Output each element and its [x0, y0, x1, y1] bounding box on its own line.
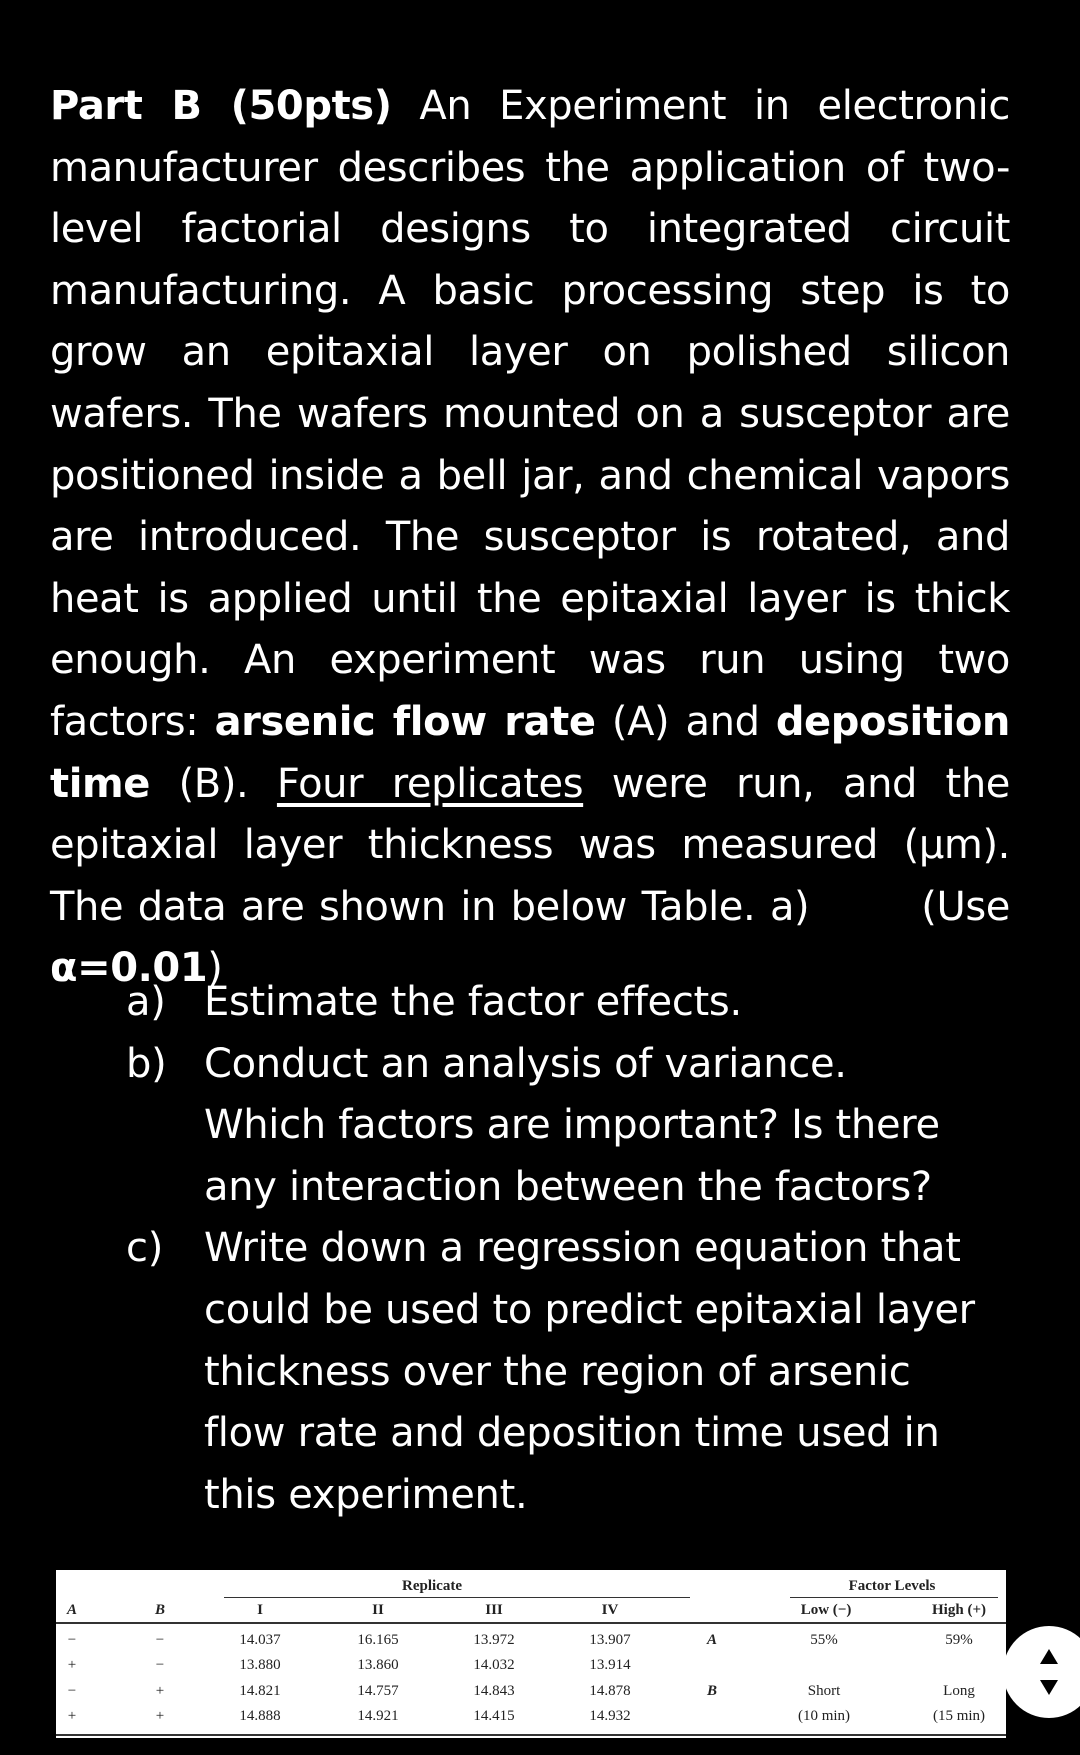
cell-value: 14.415	[473, 1708, 515, 1724]
page-nav-control[interactable]	[1003, 1626, 1080, 1718]
question-text: Estimate the factor effects.	[204, 979, 742, 1025]
sign-a: −	[67, 1683, 77, 1699]
question-label: c)	[126, 1225, 163, 1272]
paragraph-text-2: (A) and	[595, 698, 776, 745]
col-header-a: A	[66, 1602, 78, 1618]
factor-a-name: arsenic flow rate	[214, 698, 596, 745]
sign-b: +	[155, 1683, 165, 1699]
cell-value: 14.878	[589, 1683, 631, 1699]
cell-value: 14.843	[473, 1683, 515, 1699]
col-header-rep: IV	[601, 1602, 619, 1618]
factor-levels-header: Factor Levels	[848, 1578, 936, 1594]
bottom-rule	[56, 1734, 1006, 1736]
cell-value: 14.921	[357, 1708, 399, 1724]
low-header: Low (−)	[800, 1602, 852, 1618]
level-a-low: 55%	[810, 1632, 838, 1648]
col-header-rep: III	[485, 1602, 503, 1618]
col-header-b: B	[154, 1602, 166, 1618]
cell-value: 14.757	[357, 1683, 399, 1699]
cell-value: 14.037	[239, 1632, 281, 1648]
sign-a: +	[67, 1708, 77, 1724]
question-text: Conduct an analysis of variance. Which factors are important? Is there any interaction between the factors?	[204, 1040, 940, 1210]
cell-value: 13.914	[589, 1657, 631, 1673]
replicate-header: Replicate	[402, 1578, 462, 1594]
paragraph-text-3: (B).	[150, 760, 277, 807]
cell-value: 14.888	[239, 1708, 281, 1724]
level-b-low-sub: (10 min)	[797, 1708, 851, 1724]
question-label: b)	[126, 1040, 167, 1087]
question-list	[126, 972, 1006, 1526]
paragraph-text-4: were run, and the epitaxial layer thickness was measured (µm). The data are shown in below Table. a)	[50, 760, 1011, 930]
triangle-down-icon[interactable]	[1040, 1680, 1058, 1695]
part-heading: Part B (50pts)	[50, 83, 392, 129]
cell-value: 13.972	[473, 1632, 515, 1648]
cell-value: 14.932	[589, 1708, 631, 1724]
cell-value: 13.880	[239, 1657, 281, 1673]
sign-a: −	[67, 1632, 77, 1648]
question-text: Write down a regression equation that could be used to predict epitaxial layer thickness over the region of arsenic flow rate and deposition time used in this experiment.	[204, 1225, 975, 1518]
use-prefix: (Use	[921, 883, 1010, 930]
col-header-rep: I	[257, 1602, 263, 1618]
level-b-high: Long	[943, 1683, 975, 1699]
question-a	[126, 972, 1006, 1034]
problem-paragraph	[50, 76, 1010, 1000]
replicates-underlined: Four replicates	[276, 760, 584, 807]
level-b-high-sub: (15 min)	[932, 1708, 986, 1724]
cell-value: 13.860	[357, 1657, 399, 1673]
col-header-rep: II	[372, 1602, 384, 1618]
level-a-high: 59%	[945, 1632, 973, 1648]
cell-value: 16.165	[357, 1632, 399, 1648]
cell-value: 14.821	[239, 1683, 281, 1699]
question-label: a)	[126, 979, 166, 1025]
alpha-value: α=0.01	[50, 945, 208, 992]
sign-b: +	[155, 1708, 165, 1724]
header-rule	[56, 1622, 1006, 1624]
triangle-up-icon[interactable]	[1040, 1649, 1058, 1664]
levels-underline	[790, 1597, 998, 1598]
paragraph-text-1: An Experiment in electronic manufacturer describes the application of two-level factorial designs to integrated circuit manufacturing. A basic processing step is to grow an epitaxial layer on polished silicon wafers. The wafers mounted on a susceptor are positioned inside a bell jar, and chemical vapors are introduced. The susceptor is rotated, and heat is applied until the epitaxial layer is thick enough. An experiment was run using two factors:	[50, 83, 1010, 745]
high-header: High (+)	[932, 1602, 986, 1618]
question-b	[126, 1034, 1006, 1219]
factor-b-name: deposition time	[50, 698, 1011, 807]
replicate-underline	[224, 1597, 690, 1598]
level-b-low: Short	[807, 1683, 841, 1699]
sign-a: +	[67, 1657, 77, 1673]
level-factor-b: B	[706, 1683, 718, 1699]
use-suffix: )	[207, 945, 223, 992]
cell-value: 13.907	[589, 1632, 631, 1648]
data-table-image	[56, 1570, 1006, 1738]
sign-b: −	[155, 1632, 165, 1648]
cell-value: 14.032	[473, 1657, 515, 1673]
sign-b: −	[155, 1657, 165, 1673]
question-c	[126, 1218, 1006, 1526]
level-factor-a: A	[706, 1632, 718, 1648]
